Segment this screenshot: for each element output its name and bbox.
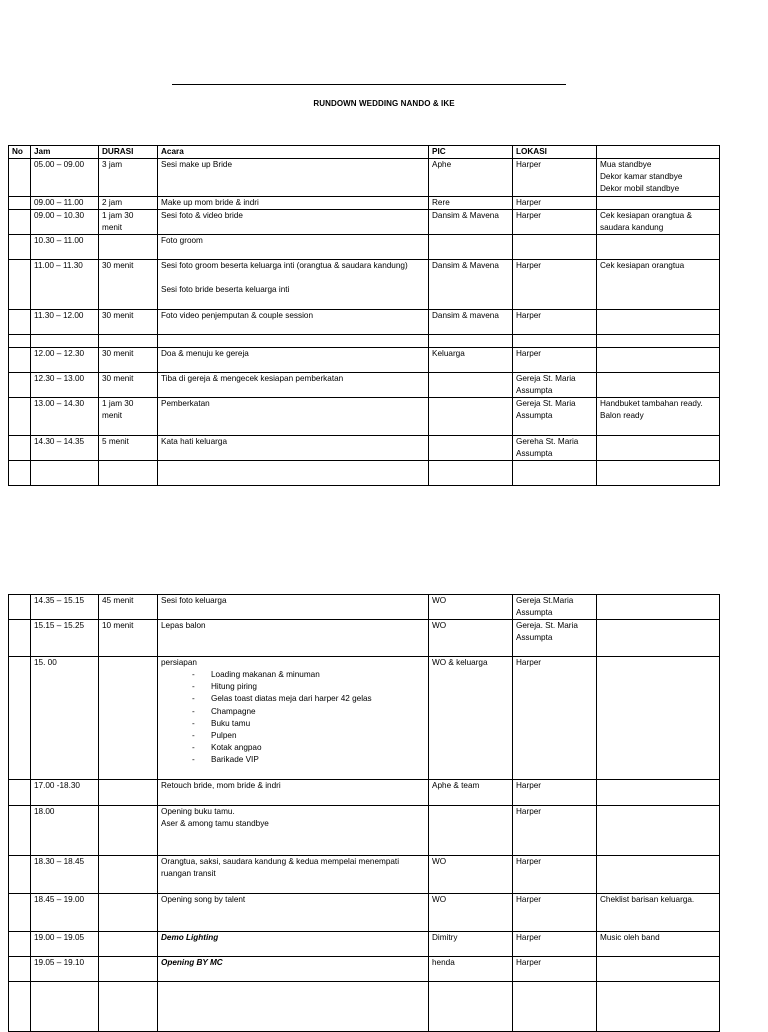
table-row: [9, 932, 720, 957]
cell-durasi: [99, 461, 158, 486]
cell-jam: 12.00 – 12.30: [31, 348, 99, 373]
cell-lokasi: Gereja St. Maria Assumpta: [513, 398, 597, 436]
cell-durasi: [99, 780, 158, 806]
cell-lokasi: [513, 982, 597, 1032]
table-row: [9, 436, 720, 461]
cell-pic: [429, 235, 513, 260]
cell-no: [9, 310, 31, 335]
cell-acara: [158, 982, 429, 1032]
cell-lokasi: Harper: [513, 348, 597, 373]
cell-keterangan: [597, 197, 720, 210]
cell-acara: Retouch bride, mom bride & indri: [158, 780, 429, 806]
cell-jam: 19.00 – 19.05: [31, 932, 99, 957]
cell-jam: 13.00 – 14.30: [31, 398, 99, 436]
cell-lokasi: Harper: [513, 310, 597, 335]
table-row: [9, 957, 720, 982]
cell-jam: 05.00 – 09.00: [31, 159, 99, 197]
cell-pic: WO: [429, 620, 513, 657]
list-item: - Loading makanan & minuman: [192, 669, 425, 681]
cell-no: [9, 595, 31, 620]
cell-lokasi: Harper: [513, 957, 597, 982]
table-row: [9, 595, 720, 620]
cell-keterangan: Mua standbye Dekor kamar standbye Dekor mobil standbye: [597, 159, 720, 197]
table-row: [9, 235, 720, 260]
header-durasi: DURASI: [99, 146, 158, 159]
cell-durasi: [99, 235, 158, 260]
cell-keterangan: Cek kesiapan orangtua & saudara kandung: [597, 210, 720, 235]
cell-lokasi: Harper: [513, 894, 597, 932]
cell-jam: 14.35 – 15.15: [31, 595, 99, 620]
table-row: [9, 461, 720, 486]
cell-jam: 18.45 – 19.00: [31, 894, 99, 932]
list-item: - Hitung piring: [192, 681, 425, 693]
cell-lokasi: [513, 461, 597, 486]
cell-lokasi: Harper: [513, 932, 597, 957]
cell-jam: [31, 982, 99, 1032]
cell-acara: Opening song by talent: [158, 894, 429, 932]
cell-durasi: 2 jam: [99, 197, 158, 210]
cell-jam: 18.30 – 18.45: [31, 856, 99, 894]
cell-acara: Pemberkatan: [158, 398, 429, 436]
table-row: [9, 159, 720, 197]
header-keterangan: [597, 146, 720, 159]
cell-durasi: 3 jam: [99, 159, 158, 197]
cell-pic: Dansim & mavena: [429, 310, 513, 335]
cell-pic: Dansim & Mavena: [429, 260, 513, 310]
cell-pic: [429, 373, 513, 398]
cell-jam: 11.00 – 11.30: [31, 260, 99, 310]
cell-no: [9, 856, 31, 894]
cell-keterangan: [597, 335, 720, 348]
page-title: RUNDOWN WEDDING NANDO & IKE: [313, 99, 455, 108]
cell-keterangan: [597, 461, 720, 486]
cell-lokasi: Harper: [513, 657, 597, 780]
cell-durasi: 5 menit: [99, 436, 158, 461]
cell-jam: 09.00 – 11.00: [31, 197, 99, 210]
cell-no: [9, 657, 31, 780]
cell-pic: [429, 335, 513, 348]
cell-no: [9, 932, 31, 957]
cell-jam: 11.30 – 12.00: [31, 310, 99, 335]
cell-keterangan: [597, 957, 720, 982]
cell-keterangan: [597, 348, 720, 373]
cell-jam: 18.00: [31, 806, 99, 856]
cell-durasi: 1 jam 30 menit: [99, 398, 158, 436]
cell-durasi: 1 jam 30 menit: [99, 210, 158, 235]
cell-no: [9, 159, 31, 197]
cell-pic: [429, 982, 513, 1032]
cell-acara: Make up mom bride & indri: [158, 197, 429, 210]
cell-acara: Orangtua, saksi, saudara kandung & kedua mempelai menempati ruangan transit: [158, 856, 429, 894]
table-row: [9, 856, 720, 894]
persiapan-label: persiapan: [161, 658, 197, 667]
cell-keterangan: Handbuket tambahan ready. Balon ready: [597, 398, 720, 436]
cell-pic: [429, 806, 513, 856]
cell-keterangan: [597, 780, 720, 806]
cell-acara: [158, 335, 429, 348]
table-header-row: [9, 146, 720, 159]
cell-acara: Sesi make up Bride: [158, 159, 429, 197]
cell-pic: [429, 461, 513, 486]
cell-lokasi: Gereja. St. Maria Assumpta: [513, 620, 597, 657]
cell-no: [9, 894, 31, 932]
cell-durasi: [99, 957, 158, 982]
table-row: [9, 197, 720, 210]
table-row: [9, 780, 720, 806]
table-row: [9, 806, 720, 856]
cell-pic: Dimitry: [429, 932, 513, 957]
table-row: [9, 348, 720, 373]
rundown-table-1: [8, 145, 720, 486]
header-jam: Jam: [31, 146, 99, 159]
header-lokasi: LOKASI: [513, 146, 597, 159]
cell-jam: 15. 00: [31, 657, 99, 780]
cell-keterangan: [597, 620, 720, 657]
cell-keterangan: [597, 373, 720, 398]
cell-no: [9, 235, 31, 260]
cell-jam: 17.00 -18.30: [31, 780, 99, 806]
cell-acara: [158, 657, 429, 780]
cell-durasi: [99, 657, 158, 780]
cell-lokasi: [513, 335, 597, 348]
cell-lokasi: Harper: [513, 260, 597, 310]
cell-keterangan: Cek kesiapan orangtua: [597, 260, 720, 310]
table-row: [9, 210, 720, 235]
cell-durasi: 30 menit: [99, 373, 158, 398]
cell-keterangan: [597, 235, 720, 260]
cell-lokasi: Harper: [513, 806, 597, 856]
cell-pic: henda: [429, 957, 513, 982]
cell-pic: Keluarga: [429, 348, 513, 373]
table-row: [9, 335, 720, 348]
cell-pic: Rere: [429, 197, 513, 210]
cell-lokasi: Harper: [513, 780, 597, 806]
table-row: [9, 894, 720, 932]
cell-durasi: 30 menit: [99, 260, 158, 310]
cell-durasi: 30 menit: [99, 310, 158, 335]
cell-durasi: [99, 982, 158, 1032]
cell-jam: 15.15 – 15.25: [31, 620, 99, 657]
cell-keterangan: Cheklist barisan keluarga.: [597, 894, 720, 932]
cell-pic: WO: [429, 856, 513, 894]
list-item: - Pulpen: [192, 730, 425, 742]
cell-lokasi: Gereha St. Maria Assumpta: [513, 436, 597, 461]
header-no: No: [9, 146, 31, 159]
cell-pic: Aphe & team: [429, 780, 513, 806]
cell-no: [9, 398, 31, 436]
cell-lokasi: Harper: [513, 159, 597, 197]
cell-acara: Sesi foto & video bride: [158, 210, 429, 235]
cell-acara: Kata hati keluarga: [158, 436, 429, 461]
cell-pic: Aphe: [429, 159, 513, 197]
table-row: [9, 260, 720, 310]
cell-no: [9, 957, 31, 982]
cell-jam: 14.30 – 14.35: [31, 436, 99, 461]
cell-no: [9, 260, 31, 310]
cell-pic: WO: [429, 595, 513, 620]
cell-acara: Doa & menuju ke gereja: [158, 348, 429, 373]
cell-acara: Lepas balon: [158, 620, 429, 657]
list-item: - Buku tamu: [192, 718, 425, 730]
cell-acara: Demo Lighting: [158, 932, 429, 957]
cell-acara: Opening buku tamu. Aser & among tamu standbye: [158, 806, 429, 856]
cell-no: [9, 461, 31, 486]
cell-keterangan: [597, 856, 720, 894]
cell-durasi: 30 menit: [99, 348, 158, 373]
cell-no: [9, 620, 31, 657]
cell-lokasi: Gereja St. Maria Assumpta: [513, 373, 597, 398]
cell-lokasi: Harper: [513, 210, 597, 235]
cell-no: [9, 806, 31, 856]
cell-no: [9, 197, 31, 210]
cell-no: [9, 335, 31, 348]
cell-no: [9, 348, 31, 373]
cell-jam: 10.30 – 11.00: [31, 235, 99, 260]
cell-keterangan: [597, 310, 720, 335]
cell-lokasi: [513, 235, 597, 260]
list-item: - Champagne: [192, 706, 425, 718]
cell-durasi: 10 menit: [99, 620, 158, 657]
table-row: [9, 982, 720, 1032]
cell-acara: Foto video penjemputan & couple session: [158, 310, 429, 335]
cell-no: [9, 780, 31, 806]
list-item: - Gelas toast diatas meja dari harper 42 gelas: [192, 693, 425, 705]
cell-acara: Foto groom: [158, 235, 429, 260]
cell-keterangan: [597, 806, 720, 856]
cell-acara: Sesi foto keluarga: [158, 595, 429, 620]
cell-lokasi: Gereja St.Maria Assumpta: [513, 595, 597, 620]
cell-keterangan: [597, 436, 720, 461]
table-row: [9, 310, 720, 335]
cell-keterangan: [597, 657, 720, 780]
cell-acara: Tiba di gereja & mengecek kesiapan pemberkatan: [158, 373, 429, 398]
cell-jam: [31, 335, 99, 348]
table-row: [9, 657, 720, 780]
cell-durasi: [99, 806, 158, 856]
table-row: [9, 398, 720, 436]
cell-keterangan: [597, 982, 720, 1032]
cell-durasi: [99, 894, 158, 932]
cell-no: [9, 436, 31, 461]
cell-no: [9, 373, 31, 398]
cell-jam: 19.05 – 19.10: [31, 957, 99, 982]
list-item: - Kotak angpao: [192, 742, 425, 754]
cell-jam: [31, 461, 99, 486]
persiapan-checklist: [161, 669, 425, 767]
header-rule: [172, 84, 566, 85]
cell-no: [9, 210, 31, 235]
cell-pic: WO & keluarga: [429, 657, 513, 780]
cell-keterangan: [597, 595, 720, 620]
cell-durasi: [99, 335, 158, 348]
cell-acara: Sesi foto groom beserta keluarga inti (orangtua & saudara kandung) Sesi foto bride beserta keluarga inti: [158, 260, 429, 310]
cell-pic: Dansim & Mavena: [429, 210, 513, 235]
cell-durasi: [99, 856, 158, 894]
table-row: [9, 620, 720, 657]
cell-durasi: 45 menit: [99, 595, 158, 620]
cell-acara: Opening BY MC: [158, 957, 429, 982]
cell-jam: 09.00 – 10.30: [31, 210, 99, 235]
table-row: [9, 373, 720, 398]
rundown-table-2: [8, 594, 720, 1032]
header-acara: Acara: [158, 146, 429, 159]
cell-durasi: [99, 932, 158, 957]
cell-no: [9, 982, 31, 1032]
list-item: - Barikade VIP: [192, 754, 425, 766]
cell-pic: WO: [429, 894, 513, 932]
cell-lokasi: Harper: [513, 197, 597, 210]
cell-pic: [429, 436, 513, 461]
cell-jam: 12.30 – 13.00: [31, 373, 99, 398]
cell-keterangan: Music oleh band: [597, 932, 720, 957]
cell-pic: [429, 398, 513, 436]
cell-lokasi: Harper: [513, 856, 597, 894]
header-pic: PIC: [429, 146, 513, 159]
cell-acara: [158, 461, 429, 486]
